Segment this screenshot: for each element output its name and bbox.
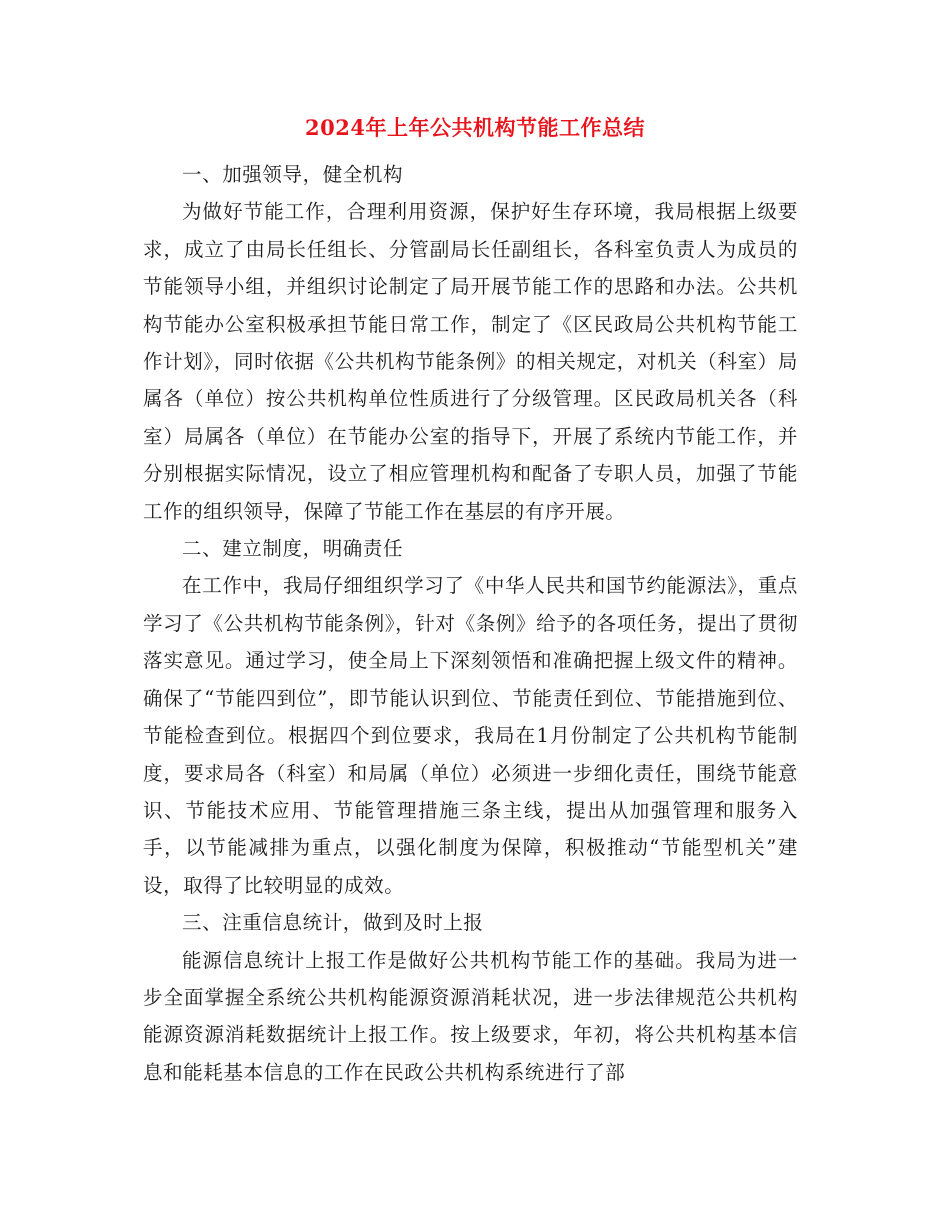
section-paragraph-3: 能源信息统计上报工作是做好公共机构节能工作的基础。我局为进一步全面掌握全系统公共机构能源资源消耗状况，进一步法律规范公共机构能源资源消耗数据统计上报工作。按上级要求，年初，将公共机构基本信息和能耗基本信息的工作在民政公共机构系统进行了部: [143, 948, 798, 1084]
section-paragraph-1: 为做好节能工作，合理利用资源，保护好生存环境，我局根据上级要求，成立了由局长任组长、分管副局长任副组长，各科室负责人为成员的节能领导小组，并组织讨论制定了局开展节能工作的思路和办法。公共机构节能办公室积极承担节能日常工作，制定了《区民政局公共机构节能工作计划》，同时依据《公共机构节能条例》的相关规定，对机关（科室）局属各（单位）按公共机构单位性质进行了分级管理。区民政局机关各（科室）局属各（单位）在节能办公室的指导下，开展了系统内节能工作，并分别根据实际情况，设立了相应管理机构和配备了专职人员，加强了节能工作的组织领导，保障了节能工作在基层的有序开展。: [143, 200, 798, 523]
document-body: [143, 156, 798, 1091]
document-title: 2024年上年公共机构节能工作总结: [305, 115, 645, 140]
section-heading-3: 三、注重信息统计，做到及时上报: [182, 911, 484, 935]
section-heading-2: 二、建立制度，明确责任: [182, 537, 404, 561]
section-heading-1: 一、加强领导，健全机构: [182, 163, 404, 186]
section-paragraph-2: 在工作中，我局仔细组织学习了《中华人民共和国节约能源法》，重点学习了《公共机构节能条例》，针对《条例》给予的各项任务，提出了贯彻落实意见。通过学习，使全局上下深刻领悟和准确把握上级文件的精神。确保了“节能四到位”，即节能认识到位、节能责任到位、节能措施到位、节能检查到位。根据四个到位要求，我局在1月份制定了公共机构节能制度，要求局各（科室）和局属（单位）必须进一步细化责任，围绕节能意识、节能技术应用、节能管理措施三条主线，提出从加强管理和服务入手，以节能减排为重点，以强化制度为保障，积极推动“节能型机关”建设，取得了比较明显的成效。: [143, 574, 798, 897]
